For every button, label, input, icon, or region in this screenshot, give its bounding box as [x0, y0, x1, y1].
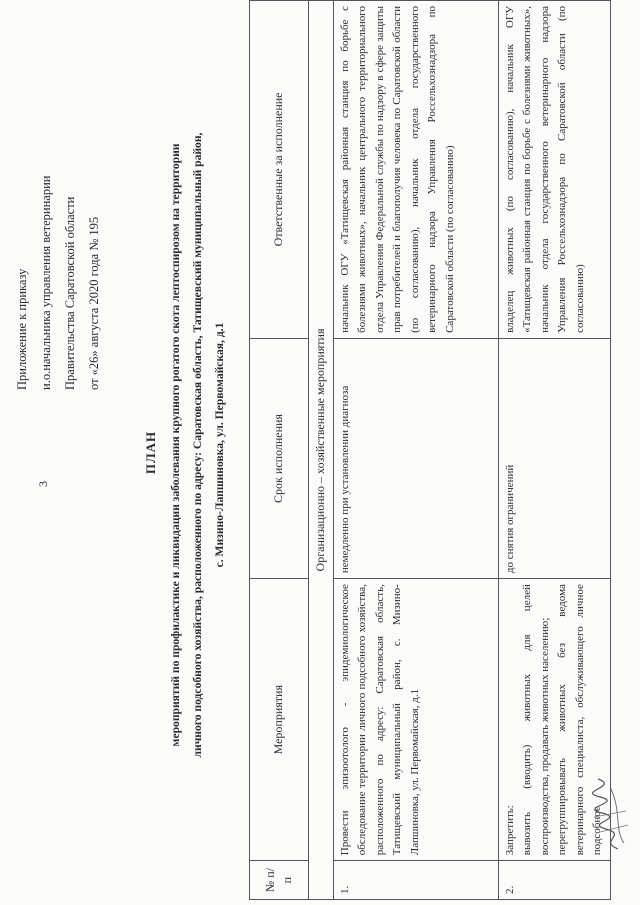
header-responsible: Ответственные за исполнение — [250, 1, 309, 339]
measure-item: перегруппировывать животных без ведома ветеринарного специалиста, обслуживающего личное подсобное — [556, 584, 603, 856]
section-title: Организационно – хозяйственные мероприятия — [309, 1, 334, 900]
table-row — [333, 1, 498, 900]
row-number: 2. — [498, 861, 610, 900]
appendix-line: Приложение к приказу — [15, 268, 29, 390]
signature-scribble — [588, 773, 633, 853]
row-number: 1. — [333, 861, 498, 900]
header-num: № п/п — [250, 861, 309, 900]
header-term: Срок исполнения — [250, 338, 309, 578]
row-measure: Провести эпизоотолого - эпидемиологическое обследование территории личного подсобного хозяйства, расположенного по адресу: Саратовская область, Татищевский муниципальный район, с. Мизино-Лапшиновка, ул. Первомайская, д.1 — [333, 579, 498, 861]
table-row — [498, 1, 610, 900]
section-row — [309, 1, 334, 900]
plan-title: ПЛАН — [143, 430, 158, 475]
table-header-row — [250, 1, 309, 900]
row-responsible: начальник ОГУ «Татищевская районная станция по борьбе с болезнями животных», начальник центрального территориального отдела Управления Федеральной службы по надзору в сфере защиты прав потребителей и благополучия человека по Саратовской области (по согласованию), начальник отдела государственного ветеринарного надзора Управления Россельхознадзора по Саратовской области (по согласованию) — [333, 1, 498, 339]
measure-intro: Запретить: — [503, 805, 516, 856]
subtitle-line: с. Мизино-Лапшиновка, ул. Первомайская, д.1 — [213, 322, 226, 568]
row-term: немедленно при установлении диагноза — [333, 338, 498, 578]
appendix-line: и.о.начальника управления ветеринарии — [39, 175, 53, 390]
appendix-line: Правительства Саратовской области — [63, 196, 77, 390]
header-measures: Мероприятия — [250, 579, 309, 861]
page-number: 3 — [36, 481, 50, 487]
appendix-line: от «26» августа 2020 года № 195 — [87, 216, 101, 390]
plan-subtitle — [165, 25, 231, 865]
row-responsible: владелец животных (по согласованию), начальник ОГУ «Татищевская районная станция по борьбе с болезнями животных», начальник отдела государственного ветеринарного надзора Управления Россельхознадзора по Саратовской области (по согласованию) — [498, 1, 610, 339]
subtitle-line: личного подсобного хозяйства, расположенного по адресу: Саратовская область, Татищевский муниципальный район, — [191, 132, 204, 758]
row-term: до снятия ограничений — [498, 338, 610, 578]
subtitle-line: мероприятий по профилактике и ликвидации заболевания крупного рогатого скота лептоспирозом на территории — [169, 143, 182, 747]
appendix-block — [10, 10, 106, 390]
measure-item: вывозить (вводить) животных для целей воспроизводства, продавать животных населению; — [521, 584, 551, 856]
plan-table — [249, 0, 611, 900]
